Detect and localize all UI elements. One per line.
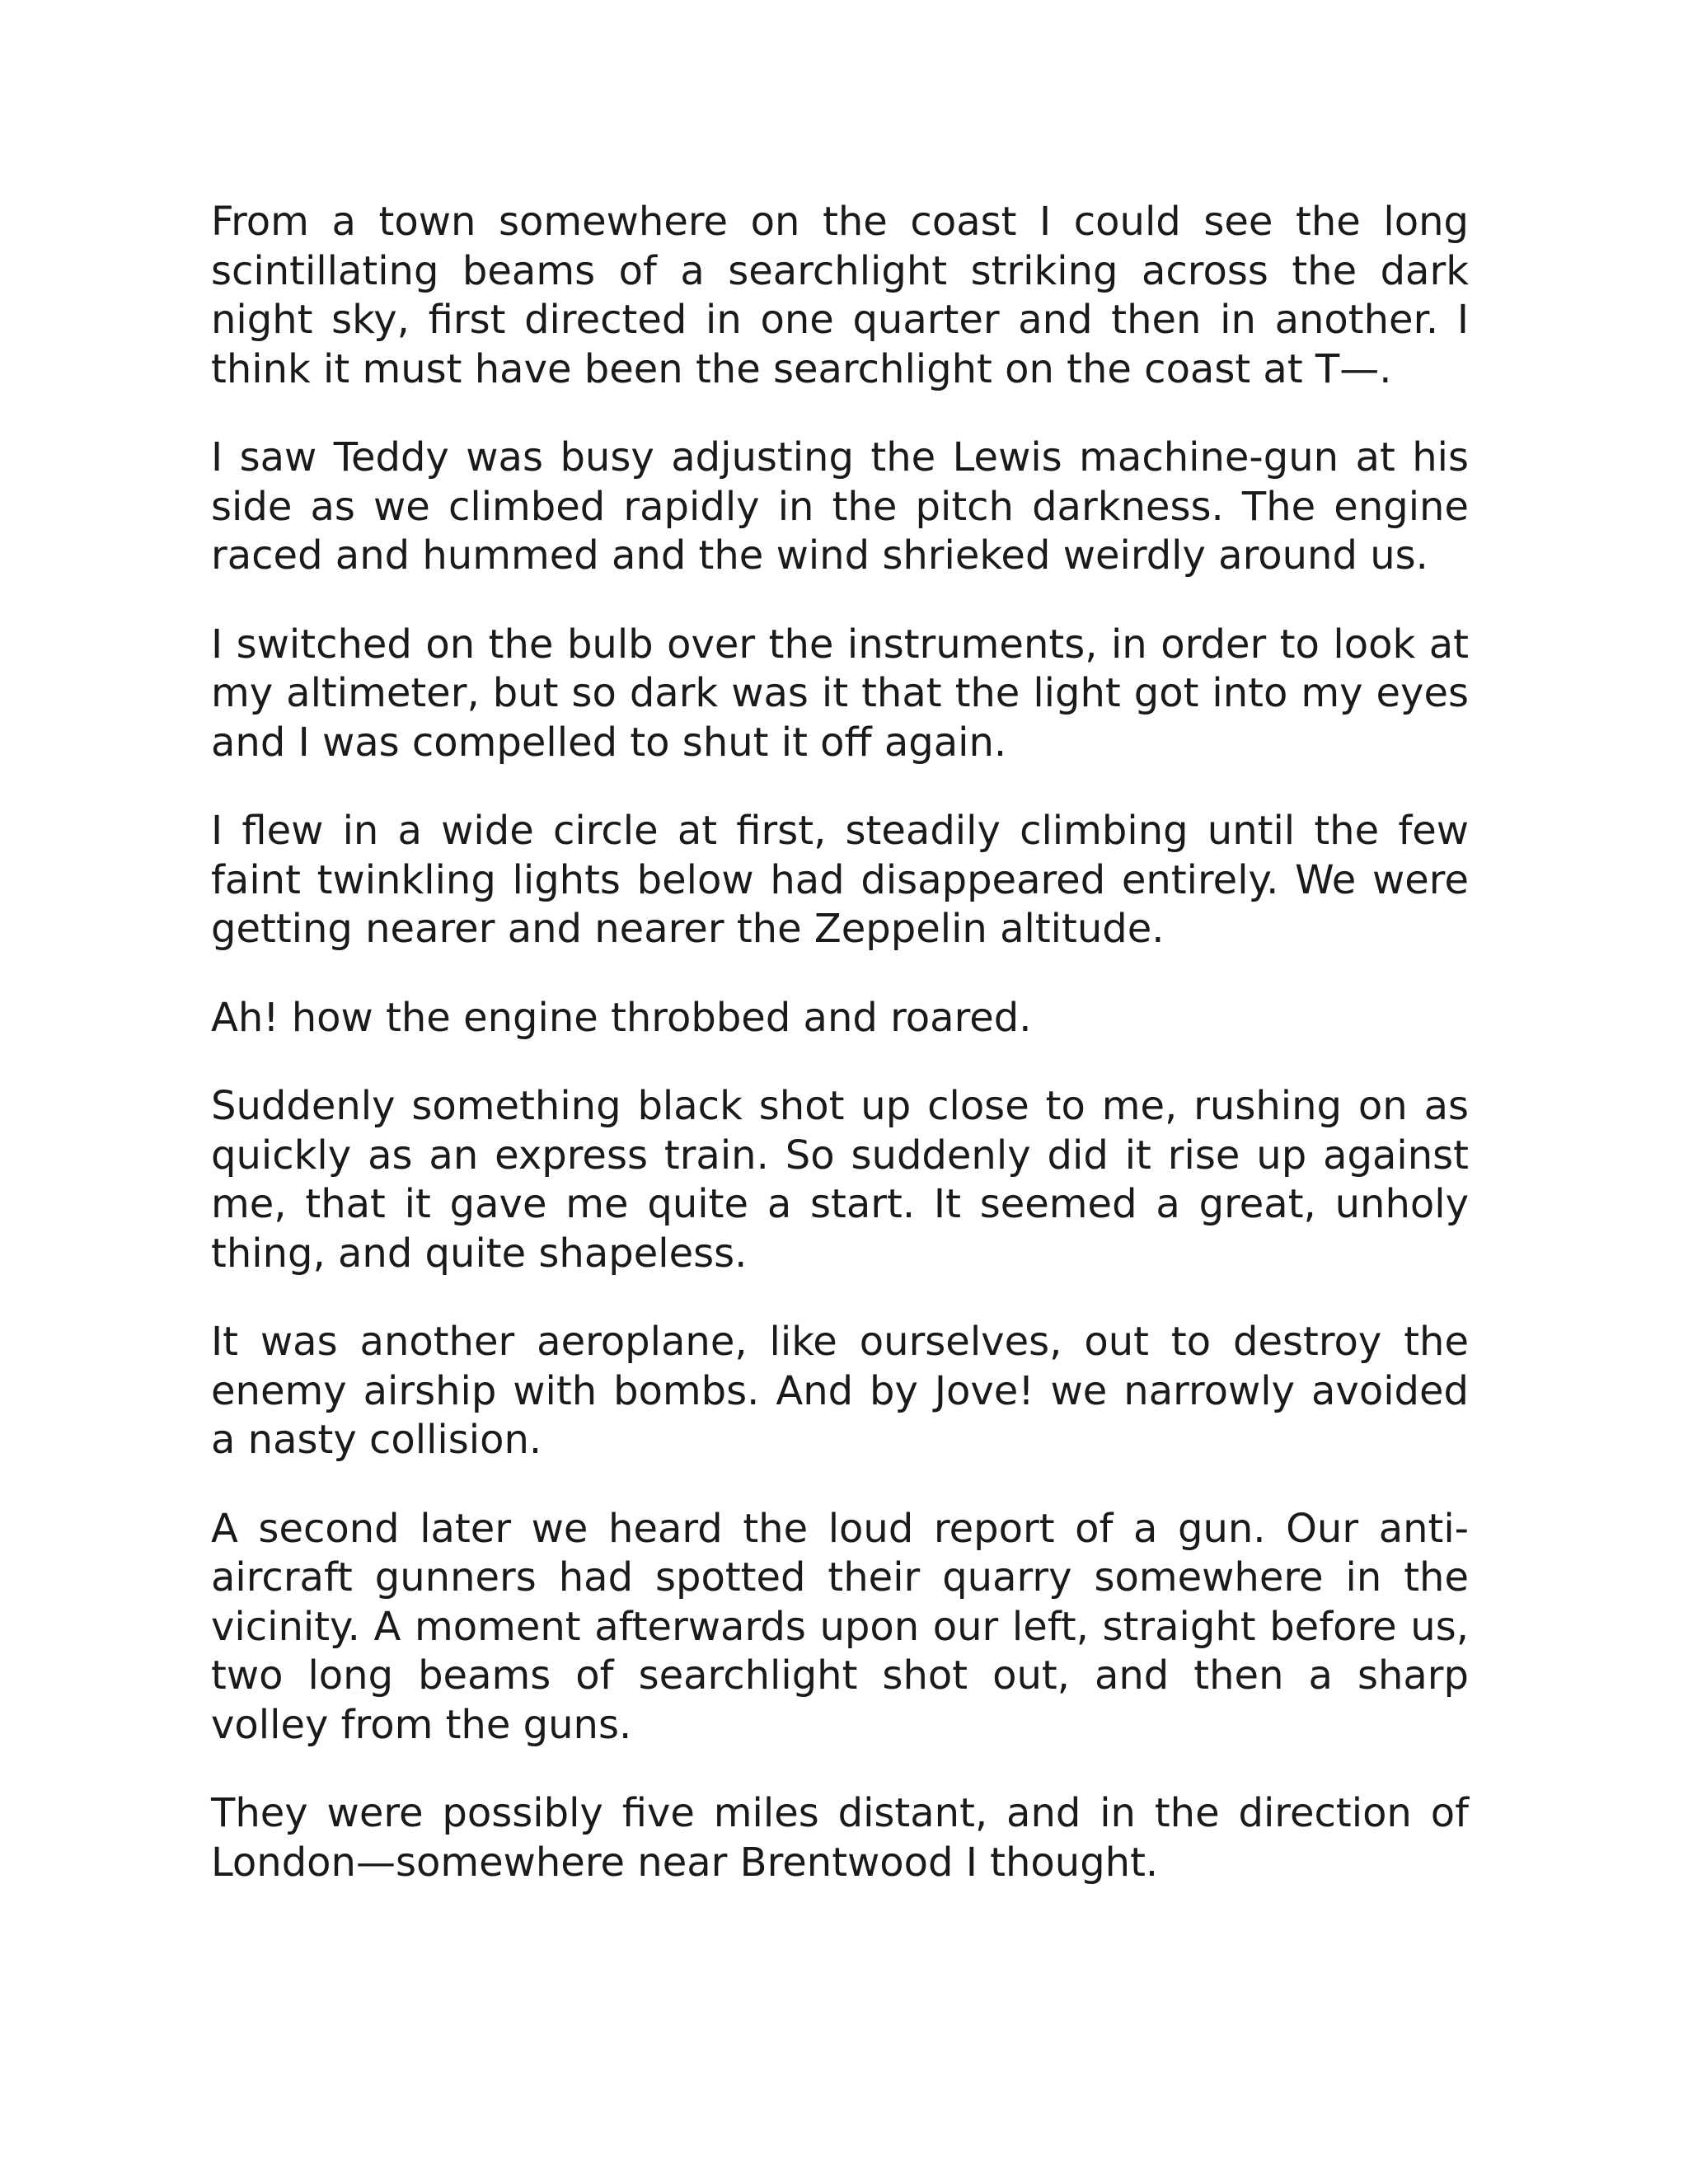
paragraph-3: I switched on the bulb over the instruments, in order to look at my altimeter, but so dark was it that the light got into my eyes and I was compelled to shut it off again. <box>211 621 1469 766</box>
paragraph-5: Ah! how the engine throbbed and roared. <box>211 994 1032 1041</box>
document-page <box>211 198 1469 1927</box>
paragraph-9: They were possibly five miles distant, and in the direction of London—somewhere near Brentwood I thought. <box>211 1790 1469 1886</box>
paragraph-7: It was another aeroplane, like ourselves, out to destroy the enemy airship with bombs. And by Jove! we narrowly avoided a nasty collision. <box>211 1319 1469 1463</box>
paragraph-2: I saw Teddy was busy adjusting the Lewis machine-gun at his side as we climbed rapidly in the pitch darkness. The engine raced and hummed and the wind shrieked weirdly around us. <box>211 434 1469 579</box>
paragraph-8: A second later we heard the loud report of a gun. Our anti-aircraft gunners had spotted their quarry somewhere in the vicinity. A moment afterwards upon our left, straight before us, two long beams of searchlight shot out, and then a sharp volley from the guns. <box>211 1505 1469 1748</box>
paragraph-4: I flew in a wide circle at first, steadily climbing until the few faint twinkling lights below had disappeared entirely. We were getting nearer and nearer the Zeppelin altitude. <box>211 808 1469 952</box>
paragraph-1: From a town somewhere on the coast I could see the long scintillating beams of a searchlight striking across the dark night sky, first directed in one quarter and then in another. I think it must have been the searchlight on the coast at T—. <box>211 199 1469 392</box>
paragraph-6: Suddenly something black shot up close to me, rushing on as quickly as an express train. So suddenly did it rise up against me, that it gave me quite a start. It seemed a great, unholy thing, and quite shapeless. <box>211 1083 1469 1277</box>
